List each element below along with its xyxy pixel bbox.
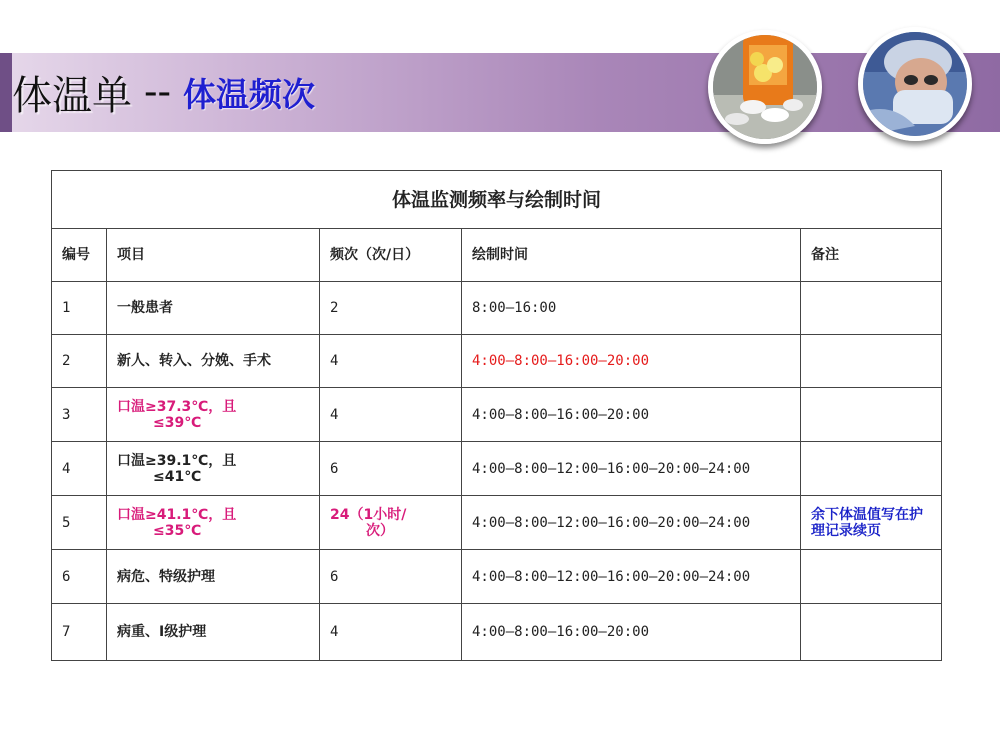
banner-accent: [0, 53, 12, 132]
table-row: [52, 604, 942, 661]
row-number: 3: [52, 388, 107, 442]
surgeon-photo: [858, 27, 972, 141]
table-row: [52, 550, 942, 604]
column-header-frequency: 频次（次/日）: [320, 229, 462, 282]
row-number: 4: [52, 442, 107, 496]
row-number: 7: [52, 604, 107, 661]
row-remark: [801, 388, 942, 442]
table-row: [52, 282, 942, 335]
row-remark: [801, 282, 942, 335]
row-item: [107, 496, 320, 550]
table-header-row: [52, 229, 942, 282]
row-frequency-line1: 24（1小时/: [330, 506, 407, 523]
row-frequency: 4: [320, 388, 462, 442]
row-number: 2: [52, 335, 107, 388]
column-header-item: 项目: [107, 229, 320, 282]
row-remark: [801, 604, 942, 661]
row-item-line1: 口温≥41.1℃，且: [117, 506, 237, 523]
row-frequency: 2: [320, 282, 462, 335]
row-frequency: 4: [320, 604, 462, 661]
row-item-line2: ≤39℃: [153, 414, 202, 431]
row-draw-time: 4:00—8:00—16:00—20:00: [462, 604, 801, 661]
column-header-number: 编号: [52, 229, 107, 282]
row-draw-time: 4:00—8:00—12:00—16:00—20:00—24:00: [462, 550, 801, 604]
row-draw-time: 4:00—8:00—16:00—20:00: [462, 388, 801, 442]
table-row: [52, 388, 942, 442]
table-row: [52, 335, 942, 388]
row-item-line2: ≤41℃: [153, 468, 202, 485]
row-draw-time: 4:00—8:00—12:00—16:00—20:00—24:00: [462, 496, 801, 550]
column-header-remark: 备注: [801, 229, 942, 282]
row-draw-time: 4:00—8:00—16:00—20:00: [462, 335, 801, 388]
title-separator: --: [144, 69, 172, 115]
table-caption: 体温监测频率与绘制时间: [52, 171, 942, 229]
row-frequency: [320, 496, 462, 550]
column-header-draw-time: 绘制时间: [462, 229, 801, 282]
row-number: 6: [52, 550, 107, 604]
table-row: [52, 442, 942, 496]
page-title: [12, 60, 315, 124]
row-item: 一般患者: [107, 282, 320, 335]
row-frequency: 6: [320, 550, 462, 604]
title-subtitle: 体温频次: [183, 74, 316, 114]
row-number: 1: [52, 282, 107, 335]
table-row: [52, 496, 942, 550]
row-number: 5: [52, 496, 107, 550]
row-frequency: 4: [320, 335, 462, 388]
row-item: [107, 388, 320, 442]
row-item: 病危、特级护理: [107, 550, 320, 604]
title-main: 体温单: [12, 72, 132, 119]
row-item: 病重、Ⅰ级护理: [107, 604, 320, 661]
row-item-line1: 口温≥39.1℃，且: [117, 452, 237, 469]
row-draw-time: 4:00—8:00—12:00—16:00—20:00—24:00: [462, 442, 801, 496]
row-item: [107, 442, 320, 496]
row-frequency-line2: 次）: [366, 522, 394, 539]
row-item-line2: ≤35℃: [153, 522, 202, 539]
row-remark: [801, 442, 942, 496]
row-remark: [801, 335, 942, 388]
temperature-frequency-table: [51, 170, 942, 661]
row-item: 新人、转入、分娩、手术: [107, 335, 320, 388]
row-draw-time: 8:00—16:00: [462, 282, 801, 335]
row-remark: 余下体温值写在护理记录续页: [801, 496, 942, 550]
pills-photo: [708, 30, 822, 144]
row-frequency: 6: [320, 442, 462, 496]
row-remark: [801, 550, 942, 604]
row-item-line1: 口温≥37.3℃，且: [117, 398, 237, 415]
